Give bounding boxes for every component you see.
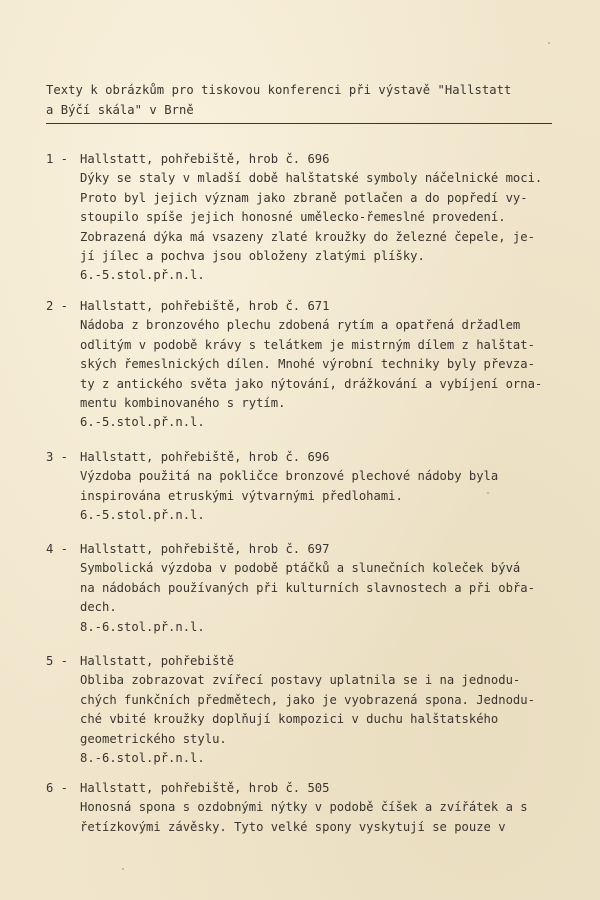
entry-title: Hallstatt, pohřebiště, hrob č. 696: [80, 450, 330, 464]
entry-text-line: inspirována etruskými výtvarnými předlohami.: [80, 488, 403, 503]
entry-text-line: chých funkčních předmětech, jako je vyobrazená spona. Jednodu-: [80, 692, 535, 707]
entry-text-line: ských řemeslnických dílen. Mnohé výrobní techniky byly převza-: [80, 357, 535, 372]
paper-speck: [487, 492, 489, 494]
entry-text-line: mentu kombinovaného s rytím.: [80, 396, 286, 411]
entry-number: 1 -: [46, 152, 69, 166]
entry-heading: [46, 779, 586, 798]
entry-title: Hallstatt, pohřebiště, hrob č. 696: [80, 152, 330, 166]
entry-dating: 6.-5.stol.př.n.l.: [80, 508, 205, 523]
entry-text-line: Symbolická výzdoba v podobě ptáčků a slunečních koleček bývá: [80, 561, 521, 576]
paper-speck: [340, 215, 342, 217]
entry-heading: [46, 448, 586, 467]
entry-body: [80, 467, 586, 525]
entry-body: [80, 169, 586, 285]
entry-title: Hallstatt, pohřebiště, hrob č. 505: [80, 781, 330, 795]
entry-text-line: Proto byl jejich význam jako zbraně potlačen a do popředí vy-: [80, 190, 528, 205]
entry-title: Hallstatt, pohřebiště, hrob č. 671: [80, 299, 330, 313]
caption-entry-4: [46, 540, 586, 637]
entry-text-line: stoupilo spíše jejich honosné umělecko-řemeslné provedení.: [80, 210, 506, 225]
entry-text-line: na nádobách používaných při kulturních slavnostech a při obřa-: [80, 580, 535, 595]
entry-body: [80, 798, 586, 837]
entry-title: Hallstatt, pohřebiště: [80, 654, 235, 668]
entry-number: 3 -: [46, 450, 69, 464]
entry-title: Hallstatt, pohřebiště, hrob č. 697: [80, 542, 330, 556]
caption-entry-1: [46, 150, 586, 286]
entry-heading: [46, 652, 586, 671]
entry-heading: [46, 540, 586, 559]
entry-dating: 8.-6.stol.př.n.l.: [80, 751, 205, 766]
entry-text-line: odlitým v podobě krávy s telátkem je mistrným dílem z halštat-: [80, 337, 535, 352]
caption-entry-3: [46, 448, 586, 526]
heading-line-2: a Býčí skála" v Brně: [46, 103, 194, 117]
entry-text-line: geometrického stylu.: [80, 731, 227, 746]
document-heading: [46, 80, 566, 120]
entry-number: 4 -: [46, 542, 69, 556]
entry-text-line: ty z antického světa jako nýtování, drážkování a vybíjení orna-: [80, 376, 543, 391]
entry-text-line: Výzdoba použitá na pokličce bronzové plechové nádoby byla: [80, 469, 499, 484]
entry-number: 6 -: [46, 781, 69, 795]
entry-body: [80, 559, 586, 637]
entry-dating: 6.-5.stol.př.n.l.: [80, 268, 205, 283]
entry-body: [80, 316, 586, 432]
heading-underline: [46, 123, 552, 124]
entry-heading: [46, 297, 586, 316]
caption-entry-5: [46, 652, 586, 768]
caption-entry-2: [46, 297, 586, 433]
entry-text-line: dech.: [80, 600, 117, 615]
caption-entry-6: [46, 779, 586, 837]
entry-text-line: Dýky se staly v mladší době halštatské symboly náčelnické moci.: [80, 171, 543, 186]
entry-text-line: ché vbité kroužky doplňují kompozici v duchu halštatského: [80, 712, 499, 727]
entry-body: [80, 671, 586, 768]
entry-dating: 6.-5.stol.př.n.l.: [80, 415, 205, 430]
entry-text-line: řetízkovými závěsky. Tyto velké spony vyskytují se pouze v: [80, 819, 506, 834]
entry-text-line: Nádoba z bronzového plechu zdobená rytím a opatřená držadlem: [80, 318, 521, 333]
entry-text-line: Obliba zobrazovat zvířecí postavy uplatnila se i na jednodu-: [80, 673, 521, 688]
paper-speck: [548, 42, 550, 44]
entry-number: 2 -: [46, 299, 69, 313]
entry-number: 5 -: [46, 654, 69, 668]
entry-dating: 8.-6.stol.př.n.l.: [80, 619, 205, 634]
entry-text-line: Honosná spona s ozdobnými nýtky v podobě číšek a zvířátek a s: [80, 800, 528, 815]
entry-heading: [46, 150, 586, 169]
entry-text-line: jí jílec a pochva jsou obloženy zlatými plíšky.: [80, 249, 425, 264]
heading-line-1: Texty k obrázkům pro tiskovou konferenci při výstavě "Hallstatt: [46, 83, 512, 97]
entry-text-line: Zobrazená dýka má vsazeny zlaté kroužky do železné čepele, je-: [80, 229, 535, 244]
paper-speck: [122, 868, 124, 870]
